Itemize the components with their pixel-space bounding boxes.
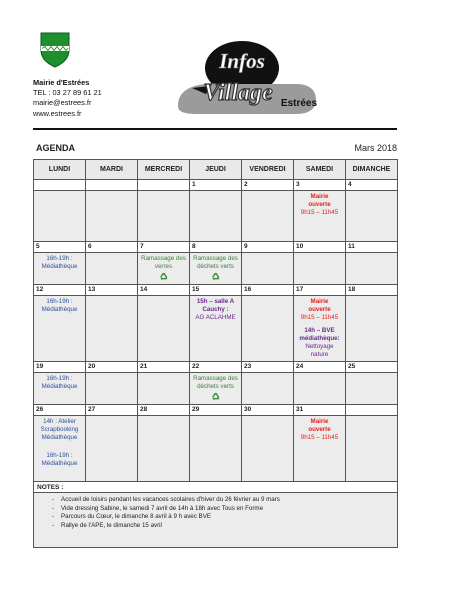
event-text: 15h – salle A <box>196 298 235 305</box>
date-number: 22 <box>190 362 242 373</box>
date-number: 4 <box>346 180 398 191</box>
event-text: ouverte <box>308 201 331 208</box>
day-cell <box>34 296 86 362</box>
agenda-title: AGENDA <box>36 143 76 153</box>
day-cell <box>294 296 346 362</box>
logo-place: Estrées <box>280 98 318 109</box>
date-number: 14 <box>138 285 190 296</box>
event-text: ouverte <box>308 306 331 313</box>
notes-list <box>34 493 398 548</box>
day-cell <box>346 373 398 405</box>
weekday-header-row <box>34 160 398 180</box>
day-cell <box>34 191 86 242</box>
date-number: 29 <box>190 405 242 416</box>
phone-number: TEL : 03 27 89 61 21 <box>33 88 102 98</box>
day-cell <box>294 416 346 482</box>
date-number: 15 <box>190 285 242 296</box>
event-text: 16h-19h : <box>46 255 73 262</box>
recycle-icon <box>138 272 189 282</box>
email-address: mairie@estrees.fr <box>33 98 92 108</box>
event-text: Ramassage des <box>141 255 186 262</box>
event-text: 16h-19h : <box>46 298 73 305</box>
logo-word-infos: Infos <box>219 49 265 73</box>
weekday-header: DIMANCHE <box>346 160 398 180</box>
coat-of-arms-icon <box>40 32 70 68</box>
event-text: Mairie <box>310 298 329 305</box>
date-number <box>138 180 190 191</box>
day-cell <box>346 416 398 482</box>
date-number: 11 <box>346 242 398 253</box>
weekday-header: VENDREDI <box>242 160 294 180</box>
event-text: médiathèque: <box>299 335 340 342</box>
date-number-row <box>34 285 398 296</box>
date-number: 3 <box>294 180 346 191</box>
date-number: 25 <box>346 362 398 373</box>
date-number: 26 <box>34 405 86 416</box>
date-number: 24 <box>294 362 346 373</box>
event-text: 9h15 – 11h45 <box>300 434 339 441</box>
date-number: 27 <box>86 405 138 416</box>
weekday-header: LUNDI <box>34 160 86 180</box>
notes-title: NOTES : <box>34 482 398 493</box>
day-cell <box>242 373 294 405</box>
day-cell <box>294 253 346 285</box>
event-text: Médiathèque <box>41 434 78 441</box>
event-text: 9h15 – 11h45 <box>300 209 339 216</box>
day-cell <box>346 253 398 285</box>
events-row <box>34 416 398 482</box>
day-cell <box>294 191 346 242</box>
date-number: 18 <box>346 285 398 296</box>
weekday-header: JEUDI <box>190 160 242 180</box>
weekday-header: MERCREDI <box>138 160 190 180</box>
day-cell <box>34 373 86 405</box>
date-number: 7 <box>138 242 190 253</box>
day-cell <box>346 296 398 362</box>
date-number-row <box>34 405 398 416</box>
day-cell <box>86 373 138 405</box>
event-text: Médiathèque <box>41 306 78 313</box>
date-number: 16 <box>242 285 294 296</box>
events-row <box>34 296 398 362</box>
day-cell <box>242 191 294 242</box>
event-text: Médiathèque <box>41 460 78 467</box>
date-number: 13 <box>86 285 138 296</box>
event-text: Médiathèque <box>41 383 78 390</box>
recycle-icon <box>190 272 241 282</box>
event-text: 9h15 – 11h45 <box>300 314 339 321</box>
event-text: Nettoyage <box>305 343 334 350</box>
date-number: 8 <box>190 242 242 253</box>
website: www.estrees.fr <box>33 108 82 118</box>
day-cell <box>190 373 242 405</box>
date-number <box>346 405 398 416</box>
event-text: AG ACLAHME <box>195 314 236 321</box>
date-number: 2 <box>242 180 294 191</box>
event-text: Ramassage des <box>193 255 238 262</box>
date-number: 6 <box>86 242 138 253</box>
day-cell <box>138 191 190 242</box>
event-text: déchets verts <box>197 383 234 390</box>
date-number: 20 <box>86 362 138 373</box>
day-cell <box>86 191 138 242</box>
day-cell <box>138 416 190 482</box>
event-text: ouverte <box>308 426 331 433</box>
events-row <box>34 373 398 405</box>
event-text: déchets verts <box>197 263 234 270</box>
header-divider <box>33 128 397 130</box>
events-row <box>34 191 398 242</box>
day-cell <box>346 191 398 242</box>
day-cell <box>86 296 138 362</box>
agenda-month: Mars 2018 <box>354 143 397 153</box>
day-cell <box>138 373 190 405</box>
event-text: verres <box>154 263 173 270</box>
day-cell <box>34 416 86 482</box>
day-cell <box>86 416 138 482</box>
event-text: nature <box>310 351 329 358</box>
event-text: Mairie <box>310 193 329 200</box>
day-cell <box>242 296 294 362</box>
event-text: Cauchy : <box>202 306 229 313</box>
event-text: 16h-19h : <box>46 375 73 382</box>
note-item: - Vide dressing Sabine, le samedi 7 avril de 14h à 18h avec Tous en Forme <box>61 505 397 514</box>
date-number: 17 <box>294 285 346 296</box>
day-cell <box>294 373 346 405</box>
day-cell <box>242 416 294 482</box>
day-cell <box>86 253 138 285</box>
event-text: Ramassage des <box>193 375 238 382</box>
weekday-header: SAMEDI <box>294 160 346 180</box>
event-text: 16h-19h : <box>46 452 73 459</box>
date-number: 10 <box>294 242 346 253</box>
note-item: - Rallye de l'APE, le dimanche 15 avril <box>61 522 397 531</box>
date-number: 19 <box>34 362 86 373</box>
date-number <box>34 180 86 191</box>
day-cell <box>242 253 294 285</box>
date-number: 28 <box>138 405 190 416</box>
logo-word-village: Village <box>203 80 273 106</box>
date-number-row <box>34 242 398 253</box>
date-number: 21 <box>138 362 190 373</box>
date-number-row <box>34 362 398 373</box>
day-cell <box>190 296 242 362</box>
date-number <box>86 180 138 191</box>
notes-row <box>34 493 398 548</box>
date-number: 31 <box>294 405 346 416</box>
date-number-row <box>34 180 398 191</box>
infos-village-logo <box>170 28 320 118</box>
recycle-icon <box>190 392 241 402</box>
date-number: 30 <box>242 405 294 416</box>
day-cell <box>138 296 190 362</box>
date-number: 1 <box>190 180 242 191</box>
day-cell <box>138 253 190 285</box>
day-cell <box>190 191 242 242</box>
calendar-table <box>33 159 398 548</box>
date-number: 9 <box>242 242 294 253</box>
day-cell <box>34 253 86 285</box>
event-text: 14h : Atelier <box>43 418 76 425</box>
day-cell <box>190 253 242 285</box>
note-item: - Parcours du Cœur, le dimanche 8 avril à 9 h avec BVE <box>61 513 397 522</box>
note-item: - Accueil de loisirs pendant les vacances scolaires d'hiver du 26 février au 9 mars <box>61 496 397 505</box>
events-row <box>34 253 398 285</box>
contact-block <box>33 78 102 119</box>
event-text: Mairie <box>310 418 329 425</box>
day-cell <box>190 416 242 482</box>
weekday-header: MARDI <box>86 160 138 180</box>
town-hall-name: Mairie d'Estrées <box>33 78 90 87</box>
event-text: 14h – BVE <box>304 327 335 334</box>
event-text: Scrapbooking <box>40 426 79 433</box>
date-number: 23 <box>242 362 294 373</box>
event-text: Médiathèque <box>41 263 78 270</box>
date-number: 5 <box>34 242 86 253</box>
notes-title-row <box>34 482 398 493</box>
date-number: 12 <box>34 285 86 296</box>
